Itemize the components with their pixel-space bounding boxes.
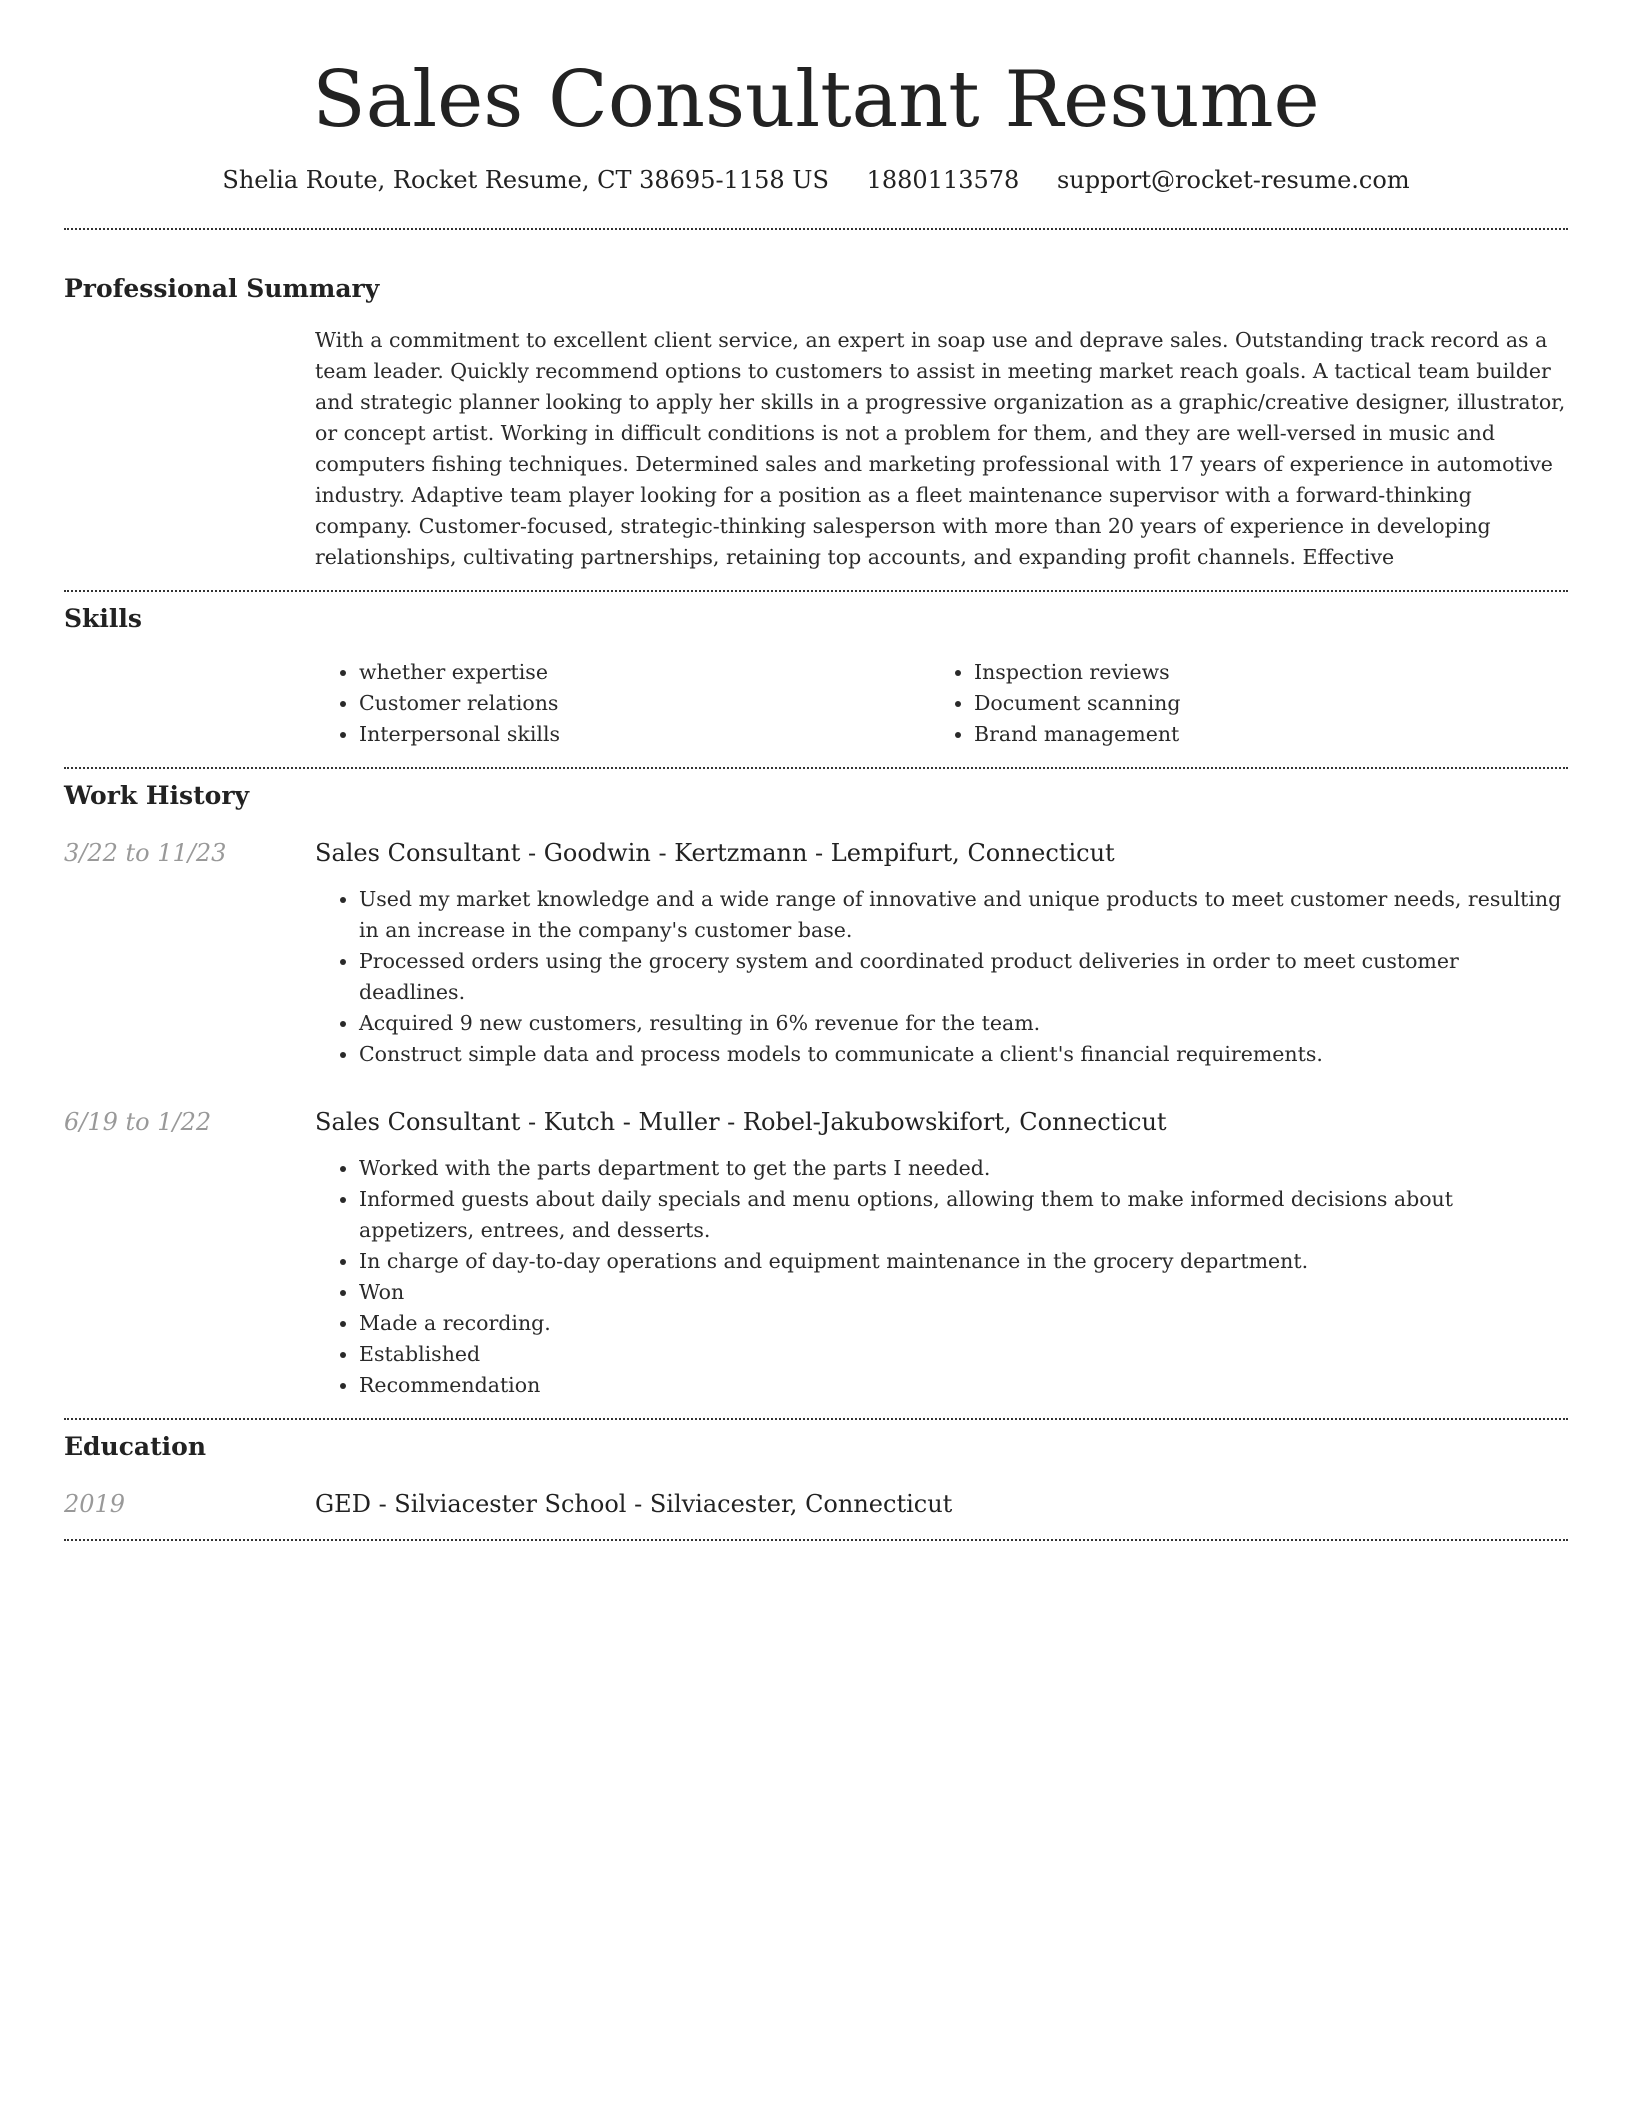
contact-email: support@rocket-resume.com (1056, 166, 1410, 194)
job-bullet: • Processed orders using the grocery system and coordinated product deliveries in order to meet customer deadlines. (359, 946, 1568, 1008)
skills-column-left (315, 657, 930, 750)
resume-page (64, 0, 1568, 1541)
education-entry (64, 1488, 1568, 1520)
job-date: 3/22 to 11/23 (64, 839, 227, 867)
job-bullet: • Acquired 9 new customers, resulting in 6% revenue for the team. (359, 1008, 1568, 1039)
summary-text: With a commitment to excellent client service, an expert in soap use and deprave sales. Outstanding track record as a team leader. Quickly recommend options to customers to assist in meeting market reach goals. A tactical team builder and strategic planner looking to apply her skills in a progressive organization as a graphic/creative designer, illustrator, or concept artist. Working in difficult conditions is not a problem for them, and they are well-versed in music and computers fishing techniques. Determined sales and marketing professional with 17 years of experience in automotive industry. Adaptive team player looking for a position as a fleet maintenance supervisor with a forward-thinking company. Customer-focused, strategic-thinking salesperson with more than 20 years of experience in developing relationships, cultivating partnerships, retaining top accounts, and expanding profit channels. Effective (315, 328, 1566, 569)
job-title: Sales Consultant - Kutch - Muller - Robel-Jakubowskifort, Connecticut (315, 1108, 1167, 1136)
skills-column-right (930, 657, 1545, 750)
section-heading-skills: Skills (64, 604, 142, 633)
contact-line (64, 164, 1568, 196)
resume-title: Sales Consultant Resume (312, 55, 1320, 145)
skill-item: • Customer relations (359, 688, 930, 719)
job-entry-header (64, 1106, 1568, 1138)
job-bullet: • Established (359, 1339, 1568, 1370)
skill-item: • Interpersonal skills (359, 719, 930, 750)
skills-list (315, 657, 1568, 750)
job-entry-header (64, 837, 1568, 869)
section-heading-work: Work History (64, 781, 250, 810)
divider (64, 1539, 1568, 1541)
job-bullet: • Used my market knowledge and a wide range of innovative and unique products to meet customer needs, resulting in an increase in the company's customer base. (359, 884, 1568, 946)
job-bullets (315, 884, 1568, 1070)
job-date: 6/19 to 1/22 (64, 1108, 212, 1136)
divider (64, 228, 1568, 230)
job-bullet: • Won (359, 1277, 1568, 1308)
job-bullet: • In charge of day-to-day operations and equipment maintenance in the grocery department. (359, 1246, 1568, 1277)
job-title: Sales Consultant - Goodwin - Kertzmann - Lempifurt, Connecticut (315, 839, 1115, 867)
section-heading-education: Education (64, 1432, 207, 1461)
job-bullet: • Construct simple data and process models to communicate a client's financial requirements. (359, 1039, 1568, 1070)
contact-phone: 1880113578 (866, 166, 1020, 194)
divider (64, 1418, 1568, 1420)
education-title: GED - Silviacester School - Silviacester, Connecticut (315, 1490, 953, 1518)
skill-item: • Document scanning (974, 688, 1545, 719)
divider (64, 590, 1568, 592)
job-bullet: • Recommendation (359, 1370, 1568, 1401)
section-heading-summary: Professional Summary (64, 274, 380, 303)
job-bullets (315, 1153, 1568, 1401)
education-date: 2019 (64, 1490, 126, 1518)
skill-item: • whether expertise (359, 657, 930, 688)
contact-address: Shelia Route, Rocket Resume, CT 38695-1158 US (222, 166, 829, 194)
job-bullet: • Informed guests about daily specials and menu options, allowing them to make informed decisions about appetizers, entrees, and desserts. (359, 1184, 1568, 1246)
divider (64, 767, 1568, 769)
job-bullet: • Made a recording. (359, 1308, 1568, 1339)
skill-item: • Brand management (974, 719, 1545, 750)
skill-item: • Inspection reviews (974, 657, 1545, 688)
job-bullet: • Worked with the parts department to get the parts I needed. (359, 1153, 1568, 1184)
